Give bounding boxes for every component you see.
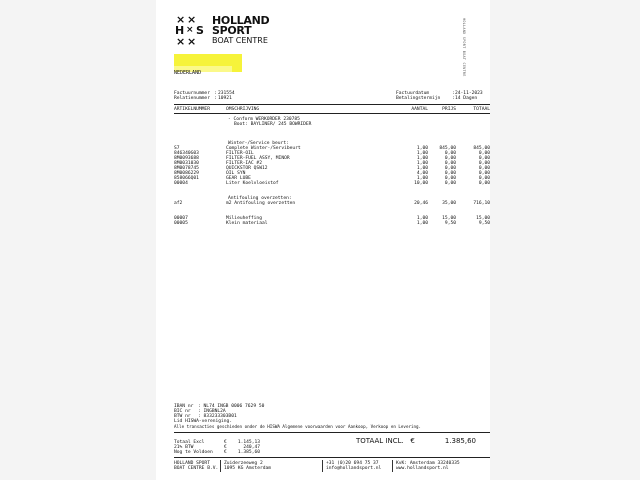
brand-logo-letters-4: × [176, 35, 186, 48]
totals-2-value: 1.385,60 [237, 450, 260, 455]
boat-line: Boot: BAYLINER/ 245 BOWRIDER [234, 122, 312, 127]
items-5-total: 0,00 [478, 171, 490, 176]
items-3-total: 0,00 [478, 161, 490, 166]
items-6-total: 0,00 [478, 176, 490, 181]
footer-col2-1: 1095 KG Amsterdam [224, 466, 272, 471]
items-3-price: 0,00 [444, 161, 456, 166]
items-1-art: 846340G03 [174, 151, 199, 156]
items-1-desc: FILTER-OIL [226, 151, 254, 156]
extras-0-total: 15,00 [476, 216, 490, 221]
antifouling-heading: Antifouling overzetten: [228, 196, 292, 201]
footer-col1-1: BOAT CENTRE B.V. [174, 466, 219, 471]
antifouling-total: 716,10 [473, 201, 490, 206]
items-2-price: 0,00 [444, 156, 456, 161]
items-4-art: 8M0078745 [174, 166, 199, 171]
items-0-art: S7 [174, 146, 180, 151]
payment-term-label: Betalingstermijn [396, 96, 441, 101]
antifouling-qty: 20,46 [414, 201, 428, 206]
footer-col4-0: KvK: Amsterdam 33240335 [396, 461, 460, 466]
footer-col2-0: Zuiderzeeweg 2 [224, 461, 263, 466]
items-4-total: 0,00 [478, 166, 490, 171]
brand-line1: HOLLAND [212, 14, 270, 27]
col-description: OMSCHRIJVING [226, 107, 260, 112]
totals-0-label: Totaal Excl [174, 440, 205, 445]
bank-note2: Alle transacties geschieden onder de HISWA Algemene voorwaarden voor Aankoop, Verkoop en Levering. [174, 424, 422, 429]
brand-logo-letters-5: × [187, 35, 197, 48]
items-5-price: 0,00 [444, 171, 456, 176]
items-0-total: 845,00 [473, 146, 490, 151]
bank-iban: : NL74 INGB 0006 7629 50 [198, 404, 265, 409]
invoice-date-label: Factuurdatum [396, 91, 430, 96]
items-1-total: 0,00 [478, 151, 490, 156]
extras-1-qty: 1,00 [416, 221, 428, 226]
antifouling-desc: m2 Antifouling overzetten [226, 201, 296, 206]
items-2-total: 0,00 [478, 156, 490, 161]
grand-total-value: 1.385,60 [444, 437, 476, 445]
items-7-price: 0,00 [444, 181, 456, 186]
workorder-line: - Conform WERKORDER 230785 [228, 117, 300, 122]
antifouling-price: 35,00 [442, 201, 456, 206]
items-6-qty: 1,00 [416, 176, 428, 181]
items-6-desc: GEAR LUBE [226, 176, 251, 181]
bank-bic-label: BIC nr [174, 409, 191, 414]
items-4-desc: QUICKSTOR QSW12 [226, 166, 268, 171]
items-3-art: 8M0031030 [174, 161, 199, 166]
bank-btw-label: BTW nr [174, 414, 191, 419]
totals-0-cur: € [224, 440, 227, 445]
winter-heading: Winter-/Service beurt: [228, 141, 289, 146]
items-4-qty: 1,00 [416, 166, 428, 171]
brand-logo-letters-1: S [196, 24, 204, 37]
col-article: ARTIKELNUMMER [174, 107, 210, 112]
bank-iban-label: IBAN nr [174, 404, 194, 409]
invoice-page: × × H × S × × HOLLAND SPORT BOAT CENTRE HOLLAND SPORT BOAT CENTRE NEDERLAND Factuurnummer : 231554 Relatienummer : 10921 Factuurdatum : 24-11-2023 Betalingstermijn : 14 Dagen ARTIKELNUMMER OMSCHRIJVING AANTAL PRIJS TOTAAL - Conform WERKORDER 230785 Boot: BAYLINER/ 245 BOWRIDER Winter-/Service beurt: S7 Complete Winter-/Servibeurt 1,00 845,00 845,00 846340G03 FILTER-OIL 1,00 0,00 0,00 8M0093688 FILTER-FUEL ASSY, MINOR 1,00 0,00 0,00 8M0031030 FILTER-IAC #2 1,00 0,00 0,00 8M0078745 QUICKSTOR QSW12 1,00 0,00 0,00 8M0086229 OIL SYN 4,00 0,00 0,00 858066Q01 GEAR LUBE 1,00 0,00 0,00 00004 Liter Koelvloeistof 10,00 0,00 0,00 Antifouling overzetten: af2 m2 Antifouling overzetten 20,46 35,00 716,10 00007 Milieuheffing 1,00 15,00 15,00 00005 Klein materiaal 1,00 9,50 9,50 IBAN nr : NL74 INGB 0006 7629 50 BIC nr : INGBNL2A BTW nr : 833233303B01 Lid HISWA-vereniging. Alle transacties geschieden onder de HISWA Algemene voorwaarden voor Aankoop, Verkoop en Levering. Totaal Excl € 1.145,13 21% BTW € 240,47 Nog te Voldoen € 1.385,60 TOTAAL INCL. € 1.385,60 HOLLAND SPORT BOAT CENTRE B.V. Zuiderzeeweg 2 1095 KG Amsterdam +31 (0)20 694 75 37 info@hollandsport.nl KvK: Amsterdam 33240335 www.hollandsport.nl [156, 0, 490, 480]
brand-logo-letters-0: H [175, 24, 185, 37]
brand-line3: BOAT CENTRE [212, 36, 268, 45]
extras-0-desc: Milieuheffing [226, 216, 262, 221]
grand-total-cur: € [410, 437, 415, 445]
company-logo [174, 14, 324, 46]
grand-total-label: TOTAAL INCL. [356, 437, 404, 445]
items-0-qty: 1,00 [416, 146, 428, 151]
logo-wordmark [212, 16, 269, 45]
invoice-number-label: Factuurnummer [174, 91, 210, 96]
items-5-desc: OIL SYN [226, 171, 246, 176]
footer-col3-0: +31 (0)20 694 75 37 [326, 461, 379, 466]
totals-0-value: 1.145,13 [237, 440, 260, 445]
grand-total-label [356, 437, 415, 445]
extras-1-desc: Klein materiaal [226, 221, 268, 226]
website-link[interactable]: www.hollandsport.nl [396, 466, 449, 471]
relation-number-label: Relatienummer [174, 96, 210, 101]
col-price: PRIJS [442, 107, 456, 112]
items-2-qty: 1,00 [416, 156, 428, 161]
bank-note1: Lid HISWA-vereniging. [174, 419, 233, 424]
address-country: NEDERLAND [174, 70, 202, 76]
extras-1-art: 00005 [174, 221, 188, 226]
invoice-number: 231554 [218, 91, 235, 96]
bank-bic: : INGBNL2A [198, 409, 226, 414]
extras-0-qty: 1,00 [416, 216, 428, 221]
items-7-qty: 10,00 [414, 181, 428, 186]
items-1-qty: 1,00 [416, 151, 428, 156]
extras-1-price: 9,50 [444, 221, 456, 226]
brand-line2: SPORT [212, 24, 252, 37]
extras-0-art: 00007 [174, 216, 188, 221]
items-0-price: 845,00 [439, 146, 456, 151]
totals-1-cur: € [224, 445, 227, 450]
items-5-art: 8M0086229 [174, 171, 199, 176]
items-2-desc: FILTER-FUEL ASSY, MINOR [226, 156, 290, 161]
invoice-date: 24-11-2023 [455, 91, 483, 96]
col-quantity: AANTAL [411, 107, 428, 112]
logo-mark: × × H × S × × [175, 13, 204, 48]
totals-2-cur: € [224, 450, 227, 455]
totals-1-value: 240,47 [243, 445, 260, 450]
antifouling-art: af2 [174, 201, 183, 206]
footer-col1-0: HOLLAND SPORT [174, 461, 210, 466]
items-1-price: 0,00 [444, 151, 456, 156]
relation-number: 10921 [218, 96, 232, 101]
items-7-desc: Liter Koelvloeistof [226, 181, 279, 186]
email-link[interactable]: info@hollandsport.nl [326, 466, 382, 471]
items-6-art: 858066Q01 [174, 176, 199, 181]
totals-2-label: Nog te Voldoen [174, 450, 213, 455]
items-7-art: 00004 [174, 181, 188, 186]
extras-1-total: 9,50 [478, 221, 490, 226]
items-5-qty: 4,00 [416, 171, 428, 176]
header-rule-bottom [174, 113, 490, 114]
vertical-brand-text: HOLLAND SPORT BOAT CENTRE [462, 18, 466, 77]
footer-rule [174, 457, 490, 458]
brand-logo-letters-3: × [187, 13, 197, 26]
items-3-qty: 1,00 [416, 161, 428, 166]
items-4-price: 0,00 [444, 166, 456, 171]
items-7-total: 0,00 [478, 181, 490, 186]
items-2-art: 8M0093688 [174, 156, 199, 161]
bank-btw: : 833233303B01 [198, 414, 237, 419]
payment-term: 14 Dagen [455, 96, 478, 101]
items-6-price: 0,00 [444, 176, 456, 181]
totals-1-label: 21% BTW [174, 445, 194, 450]
totals-rule [174, 432, 490, 433]
extras-0-price: 15,00 [442, 216, 456, 221]
brand-logo-letters-2: × [176, 13, 186, 26]
col-total: TOTAAL [473, 107, 490, 112]
items-3-desc: FILTER-IAC #2 [226, 161, 262, 166]
header-rule-top [174, 104, 490, 105]
items-0-desc: Complete Winter-/Servibeurt [226, 146, 301, 151]
